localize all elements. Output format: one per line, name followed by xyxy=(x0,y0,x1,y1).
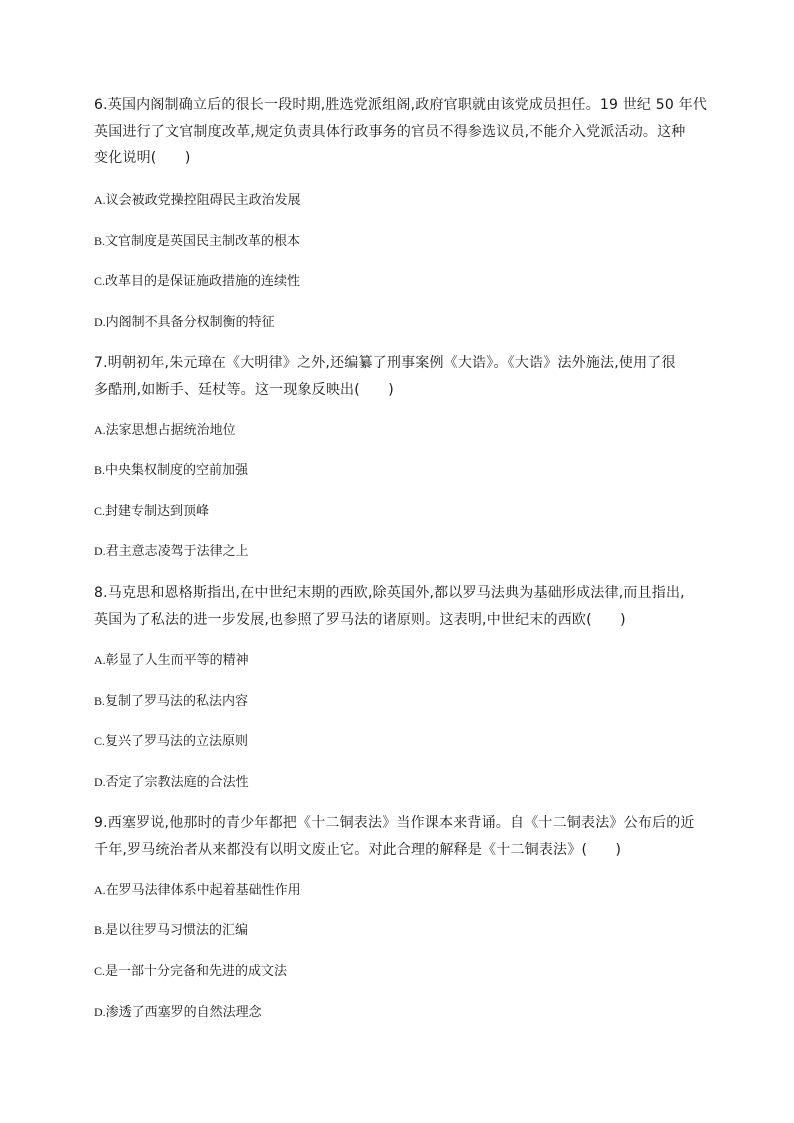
option-text: 彰显了人生而平等的精神 xyxy=(105,653,249,668)
option-d xyxy=(94,1002,262,1023)
option-c xyxy=(94,501,209,522)
stem-line: 9.西塞罗说,他那时的青少年都把《十二铜表法》当作课本来背诵。自《十二铜表法》公布后的近 xyxy=(94,815,695,831)
option-letter: B. xyxy=(94,463,106,477)
stem-line: 6.英国内阁制确立后的很长一段时期,胜选党派组阁,政府官职就由该党成员担任。19 世纪 50 年代 xyxy=(94,97,708,113)
option-c xyxy=(94,731,248,752)
option-a xyxy=(94,420,236,441)
option-text: 在罗马法律体系中起着基础性作用 xyxy=(105,883,301,898)
stem-line: 英国进行了文官制度改革,规定负责具体行政事务的官员不得参选议员,不能介入党派活动。这种 xyxy=(94,123,686,140)
option-letter: B. xyxy=(94,694,106,708)
stem-line: 多酷刑,如断手、廷杖等。这一现象反映出( ) xyxy=(94,381,394,398)
option-d xyxy=(94,772,249,793)
option-text: 法家思想占据统治地位 xyxy=(105,423,236,438)
option-c xyxy=(94,271,300,292)
option-b xyxy=(94,920,248,941)
option-letter: C. xyxy=(94,964,106,978)
option-d xyxy=(94,541,249,562)
option-a xyxy=(94,190,301,211)
stem-line: 变化说明( ) xyxy=(94,150,191,166)
option-text: 内阁制不具备分权制衡的特征 xyxy=(105,315,275,330)
option-text: 渗透了西塞罗的自然法理念 xyxy=(105,1005,262,1020)
option-letter: A. xyxy=(94,193,106,207)
option-letter: A. xyxy=(94,653,106,667)
option-letter: C. xyxy=(94,504,106,518)
stem-line: 英国为了私法的进一步发展,也参照了罗马法的诸原则。这表明,中世纪末的西欧( ) xyxy=(94,611,626,628)
stem-line: 8.马克思和恩格斯指出,在中世纪末期的西欧,除英国外,都以罗马法典为基础形成法律,而且指出, xyxy=(94,585,685,601)
option-letter: D. xyxy=(94,775,106,789)
option-text: 文官制度是英国民主制改革的根本 xyxy=(105,234,301,249)
option-text: 议会被政党操控阻碍民主政治发展 xyxy=(105,193,301,208)
option-text: 是以往罗马习惯法的汇编 xyxy=(105,923,249,938)
question-stem xyxy=(94,580,714,633)
question-stem xyxy=(94,810,714,863)
option-letter: A. xyxy=(94,423,106,437)
question-stem xyxy=(94,92,714,172)
stem-line: 7.明朝初年,朱元璋在《大明律》之外,还编纂了刑事案例《大诰》。《大诰》法外施法,使用了很 xyxy=(94,355,676,371)
option-text: 复制了罗马法的私法内容 xyxy=(105,694,249,709)
option-letter: B. xyxy=(94,923,106,937)
question-stem xyxy=(94,350,714,403)
option-letter: D. xyxy=(94,544,106,558)
option-text: 是一部十分完备和先进的成文法 xyxy=(105,964,288,979)
option-letter: B. xyxy=(94,234,106,248)
option-b xyxy=(94,231,300,252)
option-b xyxy=(94,691,248,712)
option-text: 改革目的是保证施政措施的连续性 xyxy=(105,274,301,289)
option-text: 君主意志凌驾于法律之上 xyxy=(105,544,249,559)
option-text: 封建专制达到顶峰 xyxy=(105,504,210,519)
question-7 xyxy=(94,350,714,403)
option-letter: C. xyxy=(94,274,106,288)
option-letter: C. xyxy=(94,734,106,748)
option-a xyxy=(94,880,301,901)
option-d xyxy=(94,312,275,333)
option-text: 否定了宗教法庭的合法性 xyxy=(105,775,249,790)
option-b xyxy=(94,460,248,481)
option-c xyxy=(94,961,287,982)
question-9 xyxy=(94,810,714,863)
option-a xyxy=(94,650,249,671)
option-letter: A. xyxy=(94,883,106,897)
stem-line: 千年,罗马统治者从来都没有以明文废止它。对此合理的解释是《十二铜表法》( ) xyxy=(94,841,622,858)
option-text: 复兴了罗马法的立法原则 xyxy=(105,734,249,749)
option-text: 中央集权制度的空前加强 xyxy=(105,463,249,478)
option-letter: D. xyxy=(94,1005,106,1019)
question-8 xyxy=(94,580,714,633)
question-6 xyxy=(94,92,714,172)
option-letter: D. xyxy=(94,315,106,329)
